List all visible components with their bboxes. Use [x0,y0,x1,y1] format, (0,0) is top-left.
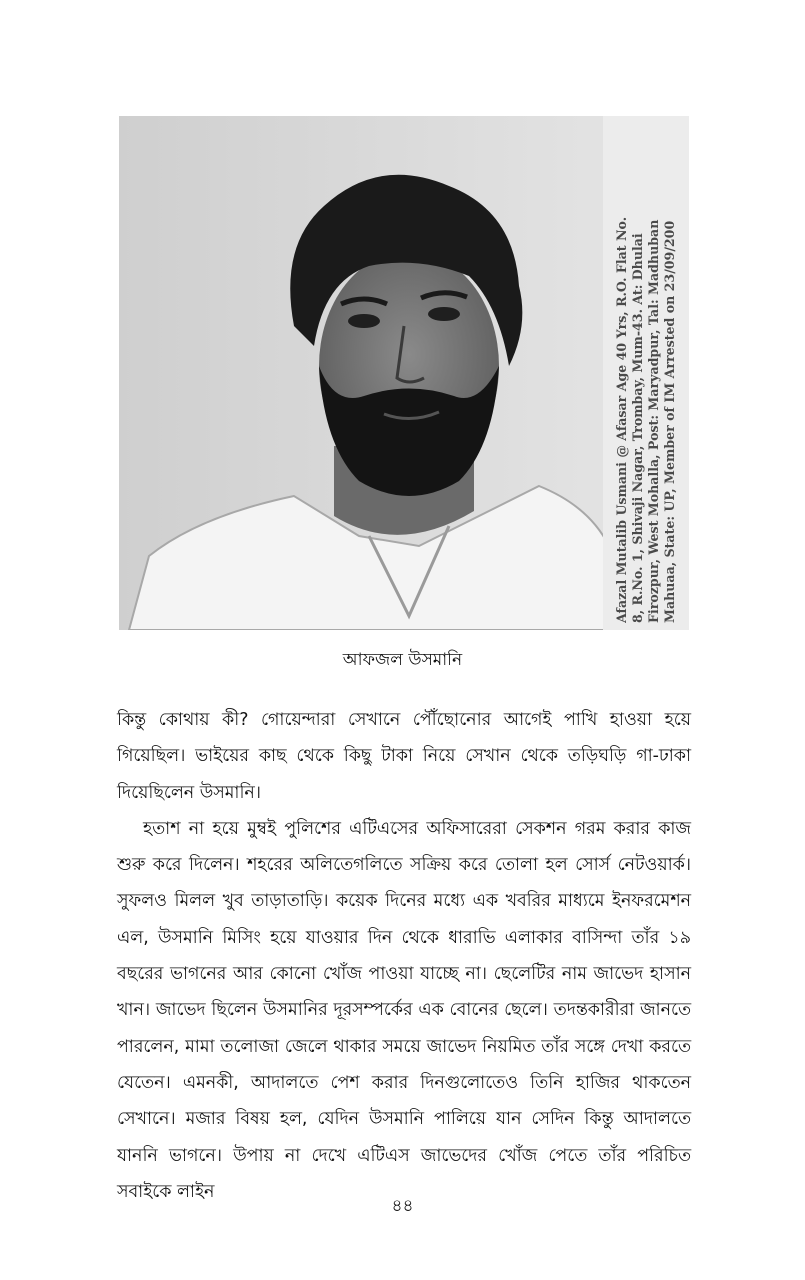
photo-id-caption [603,116,689,630]
paragraph: হতাশ না হয়ে মুম্বই পুলিশের এটিএসের অফিসারেরা সেকশন গরম করার কাজ শুরু করে দিলেন। শহরের অলিতেগলিতে সক্রিয় করে তোলা হল সোর্স নেটওয়ার্ক। সুফলও মিলল খুব তাড়াতাড়ি। কয়েক দিনের মধ্যে এক খবরির মাধ্যমে ইনফরমেশন এল, উসমানি মিসিং হয়ে যাওয়ার দিন থেকে ধারাভি এলাকার বাসিন্দা তাঁর ১৯ বছরের ভাগনের আর কোনো খোঁজ পাওয়া যাচ্ছে না। ছেলেটির নাম জাভেদ হাসান খান। জাভেদ ছিলেন উসমানির দূরসম্পর্কের এক বোনের ছেলে। তদন্তকারীরা জানতে পারলেন, মামা তলোজা জেলে থাকার সময়ে জাভেদ নিয়মিত তাঁর সঙ্গে দেখা করতে যেতেন। এমনকী, আদালতে পেশ করার দিনগুলোতেও তিনি হাজির থাকতেন সেখানে। মজার বিষয় হল, যেদিন উসমানি পালিয়ে যান সেদিন কিন্তু আদালতে যাননি ভাগনে। উপায় না দেখে এটিএস জাভেদের খোঁজ পেতে তাঁর পরিচিত সবাইকে লাইন [117,818,691,1202]
body-text [117,702,691,1210]
photo-caption-line: Afazal Mutalib Usmani @ Afasar Age 40 Yrs, R.O. Flat No. [614,216,629,623]
mugshot-photo [119,116,689,630]
page-number: ৪৪ [391,1196,414,1216]
figure-caption: আফজল উসমানি [342,650,463,670]
photo-caption-line: Mahuaa, State: UP, Member of IM Arrested on 23/09/200 [662,220,677,623]
photo-caption-line: 8, R.No. 1, Shivaji Nagar, Trombay, Mum-43. At: Dhulai [630,233,645,623]
paragraph: কিন্তু কোথায় কী? গোয়েন্দারা সেখানে পৌঁছোনোর আগেই পাখি হাওয়া হয়ে গিয়েছিল। ভাইয়ের কাছ থেকে কিছু টাকা নিয়ে সেখান থেকে তড়িঘড়ি গা-ঢাকা দিয়েছিলেন উসমানি। [117,710,691,803]
photo-caption-line: Firozpur, West Mohalla, Post: Maryadpur, Tal: Madhuban [646,219,661,623]
